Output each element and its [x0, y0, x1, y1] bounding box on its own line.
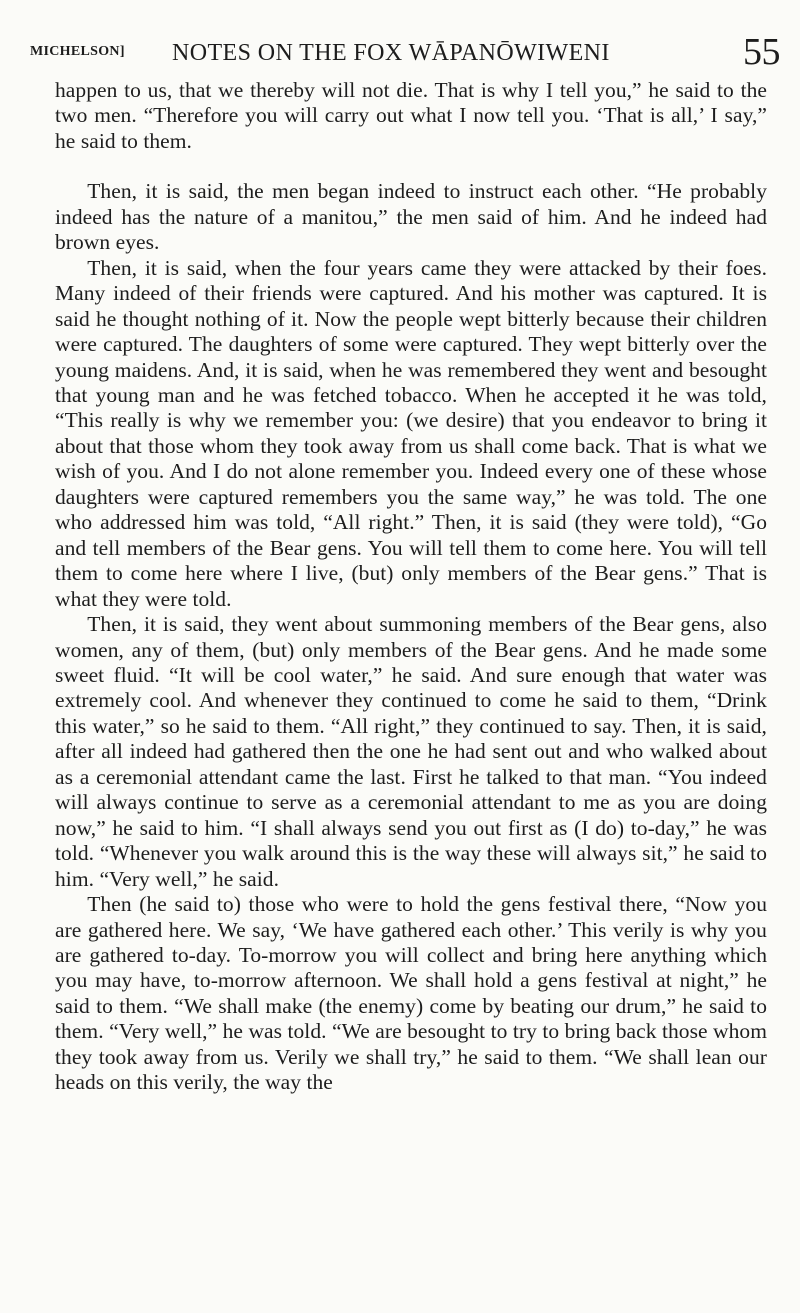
running-head — [30, 31, 780, 80]
paragraph-foes: Then, it is said, when the four years came they were attacked by their foes. Many indeed of their friends were captured. And his mother was captured. It is said he thought nothing of it. Now the people wept bitterly because their children were captured. The daughters of some were captured. They wept bitterly over the young maidens. And, it is said, when he was remembered they went and besought that young man and he was fetched tobacco. When he accepted it he was told, “This really is why we remember you: (we desire) that you endeavor to bring it about that those whom they took away from us shall come back. That is what we wish of you. And I do not alone remember you. Indeed every one of these whose daughters were captured remembers you the same way,” he was told. The one who addressed him was told, “All right.” Then, it is said (they were told), “Go and tell members of the Bear gens. You will tell them to come here. You will tell them to come here where I live, (but) only members of the Bear gens.” That is what they were told. — [55, 255, 767, 611]
running-head-title: NOTES ON THE FOX WĀPANŌWIWENI — [172, 40, 610, 66]
body-text — [55, 78, 767, 1096]
running-head-author: MICHELSON] — [30, 44, 125, 59]
page-number: 55 — [743, 31, 780, 73]
paragraph-summoning: Then, it is said, they went about summoning members of the Bear gens, also women, any of them, (but) only members of the Bear gens. And he made some sweet fluid. “It will be cool water,” he said. And sure enough that water was extremely cool. And whenever they continued to come he said to them, “Drink this water,” so he said to them. “All right,” they continued to say. Then, it is said, after all indeed had gathered then the one he had sent out and who walked about as a ceremonial attendant came the last. First he talked to that man. “You indeed will always continue to serve as a ceremonial attendant to me as you are doing now,” he said to him. “I shall always send you out first as (I do) to-day,” he was told. “Whenever you walk around this is the way these will always sit,” he said to him. “Very well,” he said. — [55, 612, 767, 891]
paragraph-continuation: happen to us, that we thereby will not die. That is why I tell you,” he said to the two men. “Therefore you will carry out what I now tell you. ‘That is all,’ I say,” he said to them. — [55, 78, 767, 153]
paragraph-instruct: Then, it is said, the men began indeed to instruct each other. “He probably indeed has the nature of a manitou,” the men said of him. And he indeed had brown eyes. — [55, 179, 767, 255]
paragraph-festival: Then (he said to) those who were to hold the gens festival there, “Now you are gathered here. We say, ‘We have gathered each other.’ This verily is why you are gathered to-day. To-morrow you will collect and bring here anything which you may have, to-morrow afternoon. We shall hold a gens festival at night,” he said to them. “We shall make (the enemy) come by beating our drum,” he said to them. “Very well,” he was told. “We are besought to try to bring back those whom they took away from us. Verily we shall try,” he said to them. “We shall lean our heads on this verily, the way the — [55, 892, 767, 1095]
